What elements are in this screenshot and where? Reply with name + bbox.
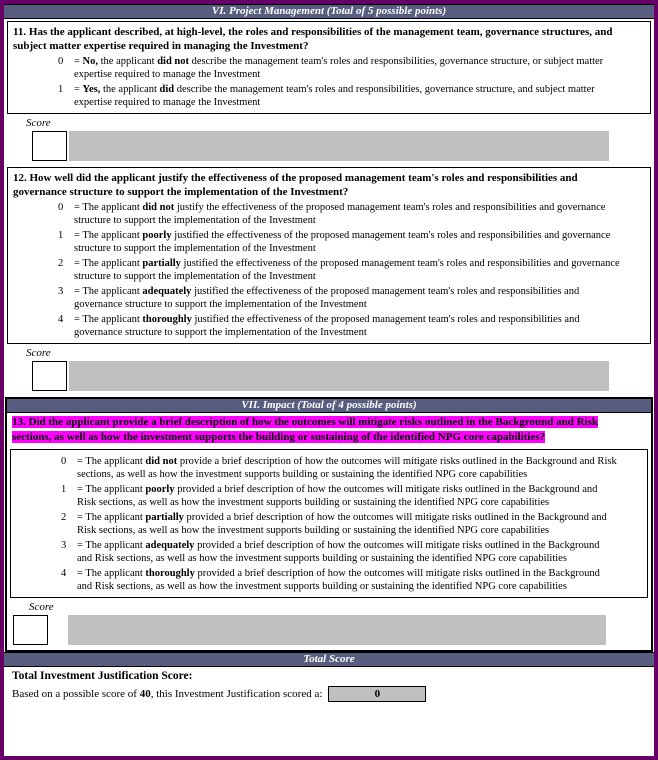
q13-score-shaded-field[interactable] [68, 615, 606, 645]
question-12-text: 12. How well did the applicant justify the effectiveness of the proposed management team's roles and responsibilities and governance structure to support the implementation of the Investment? [13, 172, 578, 198]
question-13-text [7, 413, 651, 447]
option-text: = The applicant poorly justified the effectiveness of the proposed management team's roles and responsibilities and governance structure to support the implementation of the Investment [74, 230, 611, 254]
question-13-options [10, 449, 648, 598]
q12-option-4 [58, 313, 620, 339]
option-text: = The applicant adequately provided a brief description of how the outcomes will mitigate risks outlined in the Background and Risk sections, as well as how the investment supports building or sustaining the identified NPG core capabilities [77, 540, 600, 564]
q12-option-2 [58, 257, 620, 283]
section-header-total-score [4, 652, 654, 667]
section-header-project-management-label: VI. Project Management (Total of 5 possible points) [211, 5, 447, 17]
option-number: 1 [58, 230, 64, 241]
option-number: 1 [58, 84, 64, 95]
question-11 [7, 21, 651, 114]
q13-option-2 [61, 511, 617, 537]
q11-option-1 [58, 83, 620, 109]
question-13-highlight: 13. Did the applicant provide a brief description of how the outcomes will mitigate risks outlined in the Background and Risk sections, as well as how the investment supports the building or sustaining of the identified NPG core capabilities? [12, 416, 599, 443]
q13-score-label: Score [29, 601, 54, 613]
total-score-title: Total Investment Justification Score: [12, 670, 193, 682]
option-number: 0 [58, 56, 64, 67]
q12-score-row [32, 361, 654, 391]
option-text: = The applicant did not justify the effectiveness of the proposed management team's roles and responsibilities and governance structure to support the implementation of the Investment [74, 202, 606, 226]
section-header-impact [7, 399, 651, 413]
total-score-sentence [12, 686, 646, 702]
section-header-project-management [4, 4, 654, 19]
total-score-sentence-text: Based on a possible score of 40, this Investment Justification scored a: [12, 688, 323, 700]
option-number: 3 [61, 540, 67, 551]
total-score-value-box[interactable] [328, 686, 426, 702]
q13-option-1 [61, 483, 617, 509]
q13-option-3 [61, 539, 617, 565]
q13-score-row [13, 615, 651, 645]
option-number: 0 [58, 202, 64, 213]
option-number: 0 [61, 456, 67, 467]
q12-score-input[interactable] [32, 361, 67, 391]
option-number: 4 [61, 568, 67, 579]
q11-score-row [32, 131, 654, 161]
option-number: 2 [61, 512, 67, 523]
question-12-options [13, 201, 620, 339]
option-text: = The applicant partially justified the effectiveness of the proposed management team's roles and responsibilities and governance structure to support the implementation of the Investment [74, 258, 620, 282]
q11-score-input[interactable] [32, 131, 67, 161]
option-number: 2 [58, 258, 64, 269]
option-number: 3 [58, 286, 64, 297]
q12-score-shaded-field[interactable] [69, 361, 609, 391]
option-text: = The applicant thoroughly justified the effectiveness of the proposed management team's roles and responsibilities and governance structure to support the implementation of the Investment [74, 314, 580, 338]
q12-score-label: Score [26, 347, 51, 359]
impact-section [5, 397, 653, 652]
q11-score-shaded-field[interactable] [69, 131, 609, 161]
option-text: = The applicant thoroughly provided a brief description of how the outcomes will mitigate risks outlined in the Background and Risk sections, as well as how the investment supports building or sustaining the identified NPG core capabilities [77, 568, 600, 592]
q12-option-1 [58, 229, 620, 255]
question-12 [7, 167, 651, 344]
q13-option-4 [61, 567, 617, 593]
total-score-section [4, 667, 654, 702]
option-text: = No, the applicant did not describe the management team's roles and responsibilities, governance structure, or subject matter expertise required to manage the Investment [74, 56, 604, 80]
question-11-text: 11. Has the applicant described, at high-level, the roles and responsibilities of the management team, governance structures, and subject matter expertise required in managing the Investment? [13, 26, 613, 52]
q13-score-input[interactable] [13, 615, 48, 645]
option-number: 1 [61, 484, 67, 495]
option-text: = The applicant poorly provided a brief description of how the outcomes will mitigate risks outlined in the Background and Risk sections, as well as how the investment supports building or sustaining the identified NPG core capabilities [77, 484, 598, 508]
q11-option-0 [58, 55, 620, 81]
total-score-value: 0 [374, 688, 381, 700]
option-text: = The applicant adequately justified the effectiveness of the proposed management team's roles and responsibilities and governance structure to support the implementation of the Investment [74, 286, 580, 310]
q12-option-3 [58, 285, 620, 311]
option-text: = Yes, the applicant did describe the management team's roles and responsibilities, governance structure, and subject matter expertise required to manage the Investment [74, 84, 595, 108]
option-text: = The applicant partially provided a brief description of how the outcomes will mitigate risks outlined in the Background and Risk sections, as well as how the investment supports building or sustaining the identified NPG core capabilities [77, 512, 607, 536]
q11-score-label: Score [26, 117, 51, 129]
q13-option-0 [61, 455, 617, 481]
question-11-options [13, 55, 620, 109]
section-header-impact-label: VII. Impact (Total of 4 possible points) [241, 399, 417, 411]
option-text: = The applicant did not provide a brief description of how the outcomes will mitigate risks outlined in the Background and Risk sections, as well as how the investment supports building or sustaining the identified NPG core capabilities [77, 456, 617, 480]
q12-option-0 [58, 201, 620, 227]
section-header-total-score-label: Total Score [303, 653, 355, 665]
option-number: 4 [58, 314, 64, 325]
